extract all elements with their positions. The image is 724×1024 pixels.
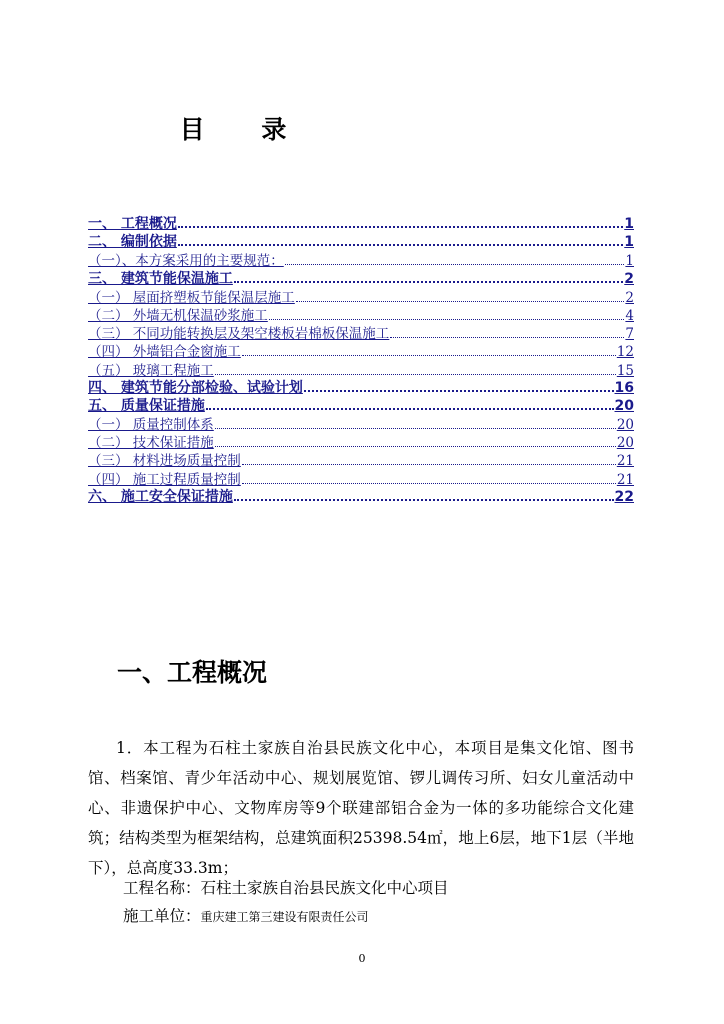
project-name-label: 工程名称：: [123, 879, 201, 897]
toc-entry[interactable]: [88, 377, 634, 395]
toc-entry-label: （一）、本方案采用的主要规范：: [88, 253, 284, 270]
toc-entry-label: （一） 质量控制体系: [88, 417, 214, 434]
toc-entry-label: （三） 材料进场质量控制: [88, 453, 241, 470]
project-name-line: [123, 876, 449, 898]
toc-entry-page: 4: [625, 307, 634, 324]
toc-entry-page: 1: [624, 234, 634, 251]
overview-paragraph: 1．本工程为石柱土家族自治县民族文化中心，本项目是集文化馆、图书馆、档案馆、青少年活动中心、规划展览馆、锣儿调传习所、妇女儿童活动中心、非遗保护中心、文物库房等9个联建部铝合金为一体的多功能综合文化建筑；结构类型为框架结构，总建筑面积25398.54㎡，地上6层，地下1层（半地下），总高度33.3m；: [88, 739, 634, 877]
toc-dot-leader: [206, 397, 614, 410]
toc-dot-leader: [296, 290, 625, 302]
toc-entry[interactable]: [88, 213, 634, 231]
toc-entry-page: 22: [614, 488, 634, 505]
toc-entry[interactable]: [88, 431, 634, 452]
toc-entry-label: 四、 建筑节能分部检验、试验计划: [88, 379, 303, 396]
page-number: 0: [358, 952, 366, 965]
toc-dot-leader: [234, 488, 614, 501]
toc-entry-page: 1: [624, 216, 634, 232]
toc-entry[interactable]: [88, 286, 634, 304]
toc-entry-page: 20: [616, 435, 634, 452]
toc-entry[interactable]: [88, 304, 634, 322]
toc-entry-label: 六、 施工安全保证措施: [88, 488, 233, 505]
toc-entry-page: 20: [614, 397, 634, 414]
toc-dot-leader: [285, 253, 625, 265]
toc-entry[interactable]: [88, 468, 634, 486]
toc-entry-label: 三、 建筑节能保温施工: [88, 270, 233, 287]
project-name-value: 石柱土家族自治县民族文化中心项目: [200, 879, 449, 897]
toc-entry-label: （五） 玻璃工程施工: [88, 362, 214, 379]
toc-entry-page: 12: [616, 344, 634, 361]
toc-entry-page: 15: [616, 362, 634, 379]
toc-entry-page: 7: [625, 326, 634, 343]
toc-dot-leader: [215, 363, 616, 375]
toc-entry-label: （二） 技术保证措施: [88, 435, 214, 452]
section-heading: 一、工程概况: [117, 658, 268, 687]
toc-dot-leader: [178, 215, 623, 228]
toc-entry-label: （一） 屋面挤塑板节能保温层施工: [88, 289, 295, 306]
toc-entry-page: 2: [625, 289, 634, 306]
toc-entry-label: （三） 不同功能转换层及架空楼板岩棉板保温施工: [88, 326, 390, 343]
section-body: [88, 733, 634, 883]
toc-entry-label: 一、 工程概况: [88, 216, 177, 232]
toc-dot-leader: [390, 326, 624, 338]
contractor-value: 重庆建工第三建设有限责任公司: [200, 910, 369, 924]
toc-entry[interactable]: [88, 268, 634, 286]
toc-dot-leader: [304, 379, 614, 392]
toc-entry-page: 20: [616, 417, 634, 434]
toc-entry-label: （四） 外墙铝合金窗施工: [88, 344, 241, 361]
toc-dot-leader: [215, 417, 616, 429]
toc-entry-label: （二） 外墙无机保温砂浆施工: [88, 307, 268, 324]
toc-entry[interactable]: [88, 340, 634, 361]
toc-entry[interactable]: [88, 231, 634, 249]
toc-entry[interactable]: [88, 413, 634, 434]
toc-entry-page: 16: [614, 379, 634, 396]
toc-entry[interactable]: [88, 449, 634, 470]
toc-entry-label: 五、 质量保证措施: [88, 397, 205, 414]
toc-entry[interactable]: [88, 395, 634, 413]
toc-title: 目 录: [179, 115, 311, 144]
toc-entry[interactable]: [88, 249, 634, 270]
toc-dot-leader: [215, 435, 616, 447]
contractor-line: [123, 904, 369, 926]
table-of-contents: [88, 213, 634, 504]
toc-entry-page: 21: [616, 471, 634, 488]
toc-dot-leader: [242, 453, 616, 465]
toc-dot-leader: [242, 472, 616, 484]
toc-entry-label: 二、 编制依据: [88, 234, 177, 251]
toc-dot-leader: [269, 308, 625, 320]
toc-entry-page: 21: [616, 453, 634, 470]
toc-entry[interactable]: [88, 322, 634, 343]
toc-entry-page: 2: [624, 270, 634, 287]
toc-dot-leader: [242, 344, 616, 356]
contractor-label: 施工单位：: [123, 907, 201, 925]
toc-dot-leader: [178, 233, 623, 246]
toc-dot-leader: [234, 270, 623, 283]
toc-entry-page: 1: [625, 253, 634, 270]
toc-entry[interactable]: [88, 359, 634, 377]
toc-entry-label: （四） 施工过程质量控制: [88, 471, 241, 488]
toc-entry[interactable]: [88, 486, 634, 504]
